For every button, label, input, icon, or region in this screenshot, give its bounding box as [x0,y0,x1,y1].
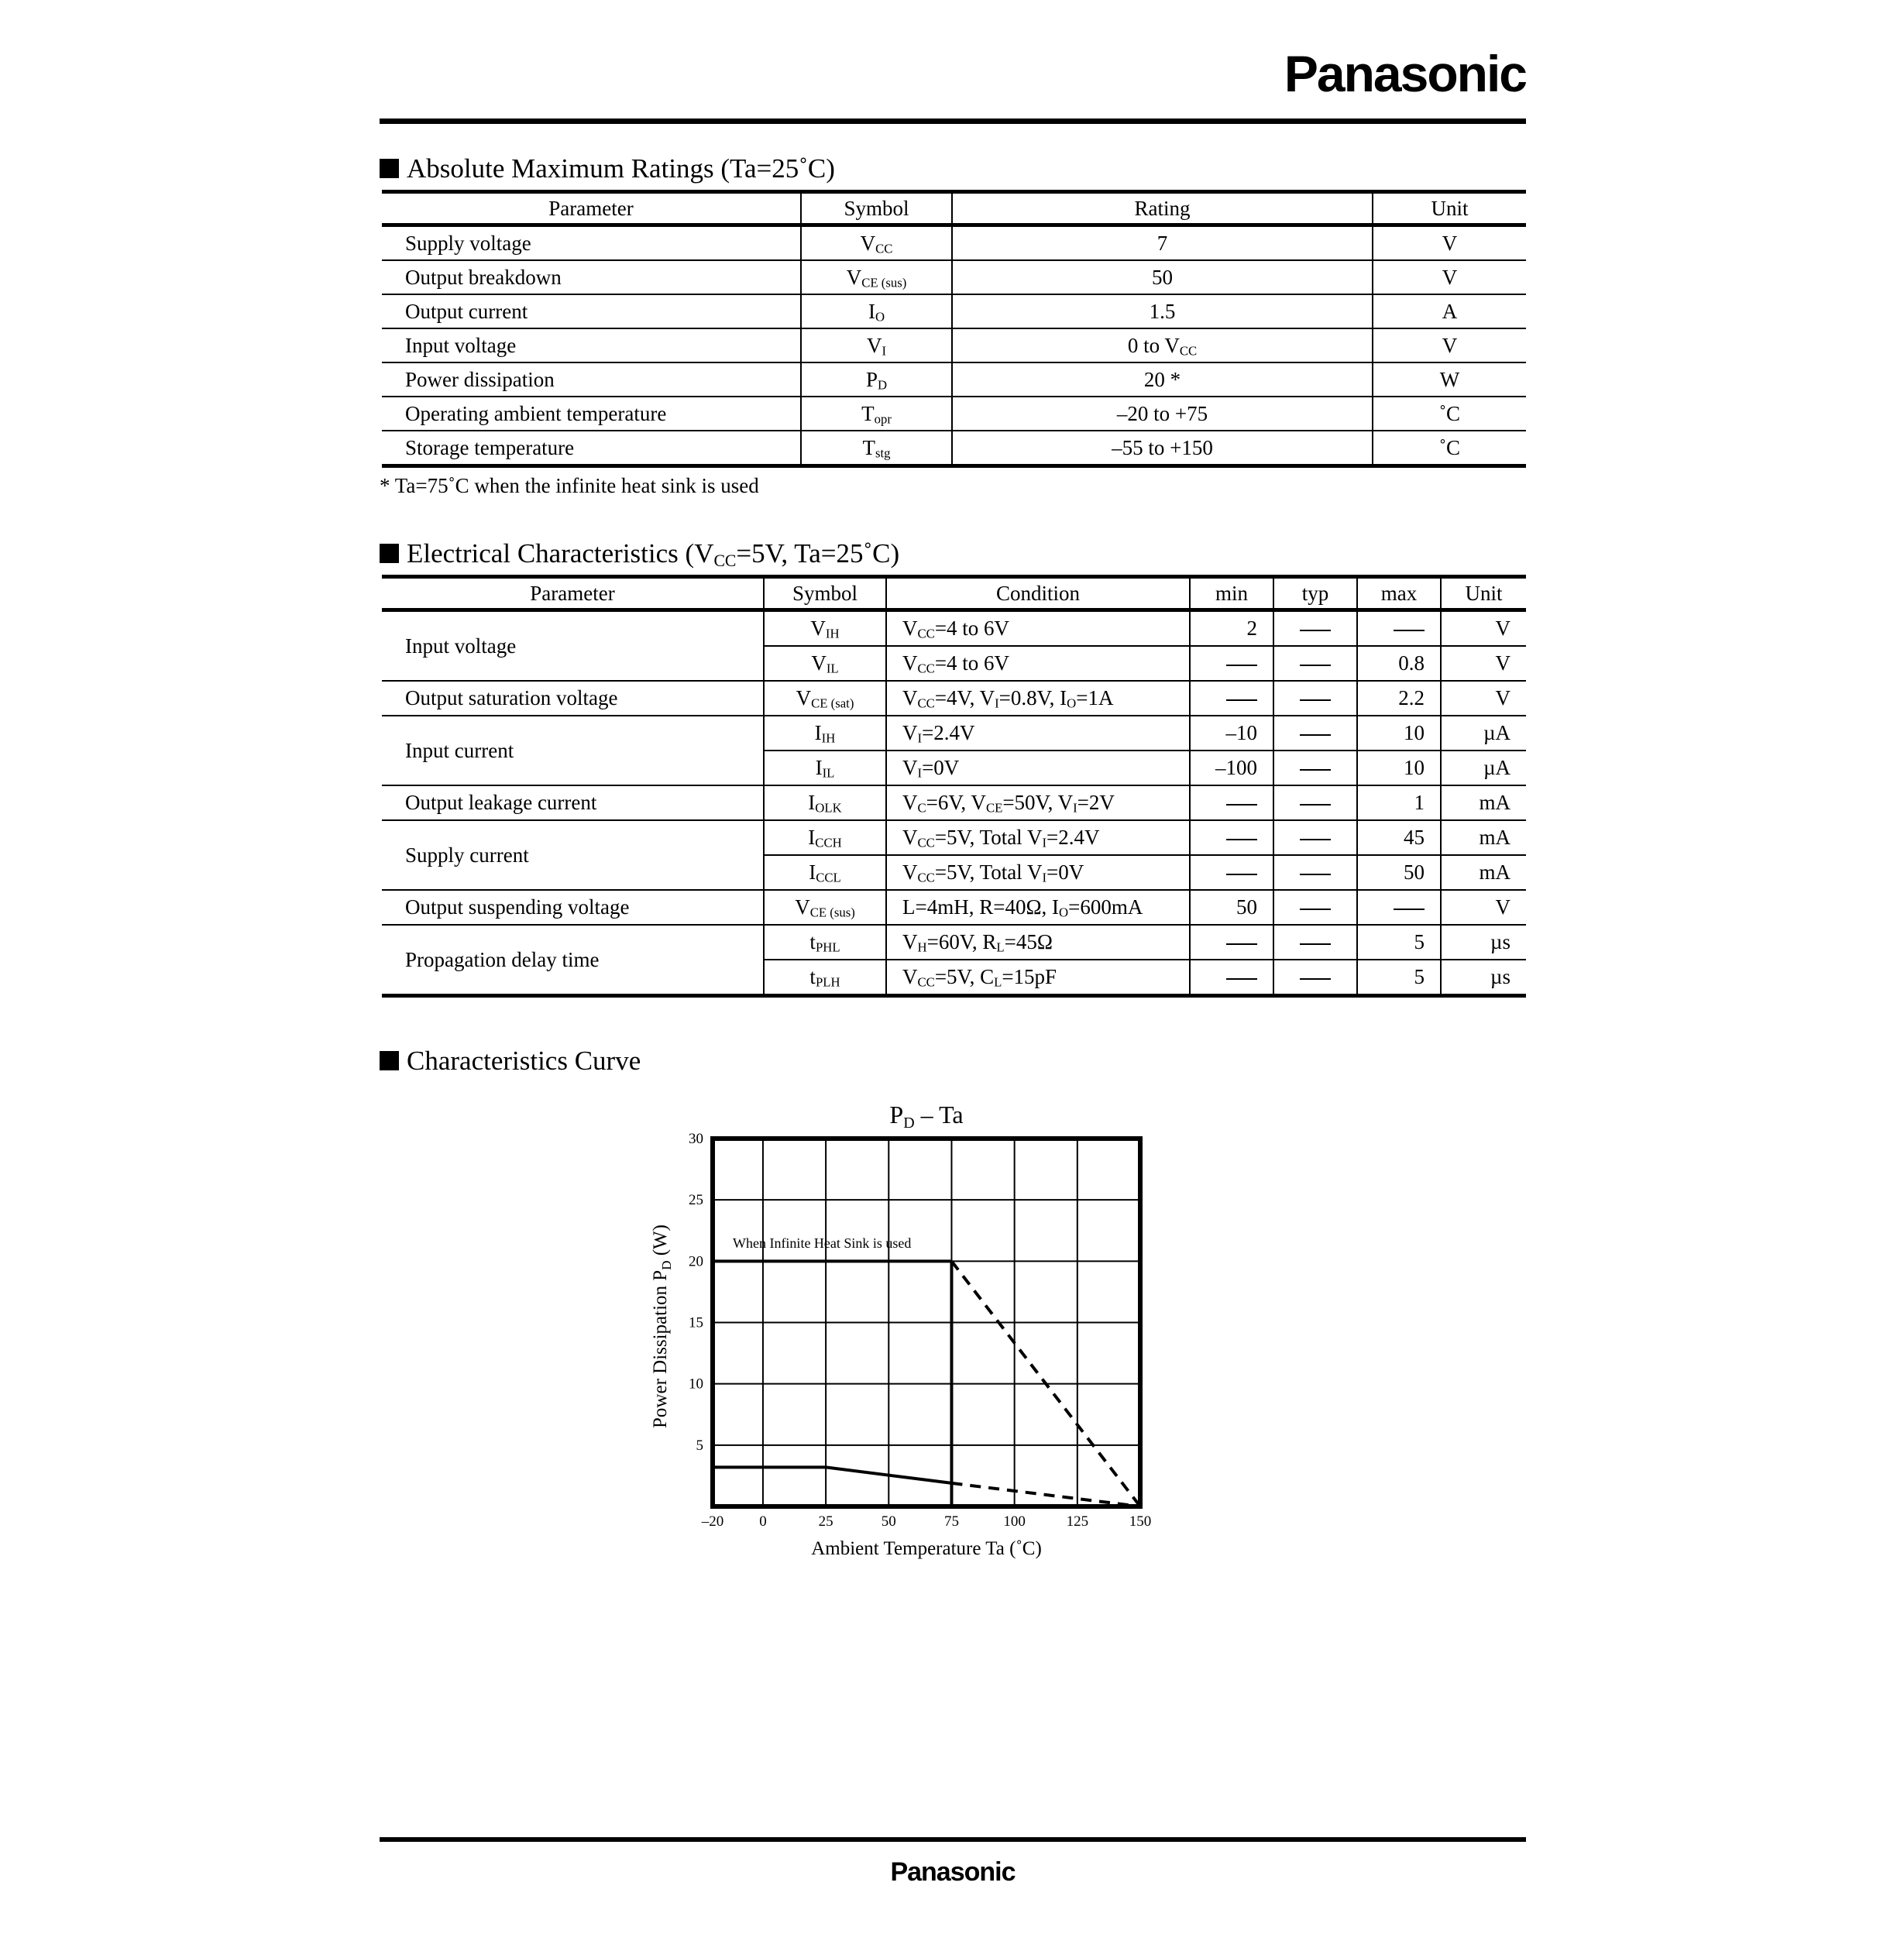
symbol-letter: V [860,231,876,255]
symbol-letter: P [865,367,878,391]
unit-cell: V [1373,260,1526,294]
dash-mark [1300,839,1331,840]
typ-cell [1273,960,1357,996]
symbol-cell [801,294,952,328]
symbol-cell [801,431,952,466]
min-cell: –100 [1190,751,1273,785]
condition-cell [886,785,1190,820]
table-row [382,716,1526,751]
symbol-letter: I [868,299,875,323]
symbol-letter: I [808,791,816,814]
symbol-subscript: CC [875,241,893,256]
symbol-cell [764,855,886,890]
typ-cell [1273,925,1357,960]
table-row [382,397,1526,431]
min-cell [1190,960,1273,996]
symbol-cell [764,751,886,785]
symbol-subscript: CE (sat) [811,696,854,711]
condition-text: =600mA [1068,895,1143,919]
typ-cell [1273,751,1357,785]
dash-mark [1300,943,1331,945]
series-1-line [713,1467,951,1483]
symbol-subscript: CE (sus) [861,275,907,290]
condition-subscript: CC [917,835,935,850]
condition-subscript: I [1073,800,1077,816]
max-cell: 50 [1357,855,1441,890]
condition-text: =2V [1077,791,1115,814]
condition-subscript: I [995,696,999,711]
y-axis-label-text: Power Dissipation P [650,1269,671,1428]
table-row [382,328,1526,362]
symbol-cell [801,225,952,261]
amr-col-header: Rating [952,192,1373,225]
unit-cell: µA [1441,751,1526,785]
symbol-subscript: CCL [816,870,841,885]
ec-col-header: Condition [886,577,1190,610]
condition-cell [886,610,1190,647]
curve-section-title [380,1047,641,1074]
condition-subscript: CC [917,696,935,711]
unit-cell: V [1441,610,1526,647]
condition-subscript: L [994,974,1002,990]
condition-text: =4 to 6V [934,651,1010,675]
section-bullet-icon [380,159,399,178]
electrical-characteristics-table [382,575,1526,998]
condition-text: =1A [1076,686,1114,709]
param-cell: Operating ambient temperature [382,397,801,431]
param-cell: Input voltage [382,610,764,682]
min-cell: 2 [1190,610,1273,647]
dash-mark [1300,804,1331,806]
ec-col-header: min [1190,577,1273,610]
condition-text: =0.8V, I [998,686,1067,709]
table-row [382,681,1526,716]
symbol-cell [764,785,886,820]
y-axis-label-subscript: D [659,1260,674,1270]
condition-subscript: I [917,730,923,746]
min-cell: –10 [1190,716,1273,751]
condition-text: V [902,965,918,988]
unit-cell: V [1441,681,1526,716]
condition-subscript: CC [917,870,935,885]
table-row [382,610,1526,647]
footer-rule [380,1837,1526,1842]
dash-mark [1300,874,1331,875]
param-cell: Storage temperature [382,431,801,466]
min-cell [1190,820,1273,855]
unit-cell: mA [1441,820,1526,855]
dash-mark [1300,734,1331,736]
dash-mark [1226,839,1257,840]
symbol-cell [801,397,952,431]
x-tick-label: 0 [759,1513,767,1530]
condition-text: =4 to 6V [934,617,1010,640]
symbol-letter: T [861,401,875,425]
x-tick-label: 125 [1066,1513,1089,1530]
rating-cell: 1.5 [952,294,1373,328]
max-cell: 5 [1357,960,1441,996]
x-tick-label: 150 [1129,1513,1152,1530]
series-1-line [951,1483,1140,1506]
symbol-letter: T [862,435,875,459]
condition-subscript: L [996,939,1005,955]
param-cell: Propagation delay time [382,925,764,996]
ec-col-header: Symbol [764,577,886,610]
typ-cell [1273,785,1357,820]
x-tick-label: 25 [818,1513,833,1530]
condition-cell [886,716,1190,751]
condition-text: V [902,860,918,884]
dash-mark [1226,943,1257,945]
condition-subscript: H [917,939,927,955]
dash-mark [1226,874,1257,875]
condition-cell [886,681,1190,716]
condition-text: V [902,826,918,849]
symbol-cell [764,925,886,960]
unit-cell: W [1373,362,1526,397]
symbol-letter: I [815,756,823,779]
condition-cell [886,960,1190,996]
curve-title: Characteristics Curve [407,1046,641,1076]
chart-title-text: – Ta [914,1101,964,1128]
x-tick-label: 100 [1003,1513,1026,1530]
dash-mark [1394,630,1425,631]
table-row [382,785,1526,820]
min-cell [1190,646,1273,681]
symbol-subscript: PHL [815,939,840,955]
min-cell [1190,925,1273,960]
table-row [382,431,1526,466]
param-cell: Output current [382,294,801,328]
condition-text: =0V [922,756,960,779]
amr-section-title [380,155,835,182]
param-cell: Input current [382,716,764,785]
condition-subscript: I [1042,870,1047,885]
x-axis-label: Ambient Temperature Ta (˚C) [811,1538,1042,1559]
condition-subscript: C [917,800,926,816]
symbol-letter: I [814,721,822,744]
condition-text: =2.4V [922,721,975,744]
condition-text: =6V, V [926,791,986,814]
condition-text: =15pF [1002,965,1057,988]
condition-text: =0V [1047,860,1084,884]
param-cell: Output breakdown [382,260,801,294]
condition-text: =5V, C [934,965,995,988]
condition-text: V [902,686,918,709]
symbol-cell [801,260,952,294]
pd-ta-chart [643,1092,1185,1572]
dash-mark [1300,665,1331,666]
condition-text: V [902,617,918,640]
condition-text: =2.4V [1047,826,1100,849]
y-tick-label: 30 [689,1131,703,1147]
unit-cell: µA [1441,716,1526,751]
symbol-letter: I [808,826,816,849]
symbol-subscript: O [875,309,885,325]
typ-cell [1273,646,1357,681]
condition-text: V [902,721,918,744]
max-cell: 10 [1357,716,1441,751]
chart-title-text: P [889,1101,904,1128]
ec-title-sub: CC [713,551,737,570]
condition-subscript: I [917,765,923,781]
condition-text: V [902,756,918,779]
symbol-cell [801,362,952,397]
condition-text: V [902,791,918,814]
unit-cell: µs [1441,925,1526,960]
condition-cell [886,925,1190,960]
symbol-letter: V [795,895,810,919]
rating-cell [952,328,1373,362]
chart-title [889,1101,963,1132]
condition-cell [886,890,1190,925]
symbol-cell [764,716,886,751]
symbol-letter: V [866,333,882,357]
symbol-subscript: PLH [815,974,840,990]
table-row [382,225,1526,261]
condition-text: =5V, Total V [934,860,1043,884]
ec-section-title [380,538,900,570]
y-tick-label: 5 [696,1437,703,1454]
dash-mark [1226,804,1257,806]
footer-logo: Panasonic [890,1857,1016,1887]
dash-mark [1300,978,1331,980]
symbol-letter: I [809,860,816,884]
table-row [382,925,1526,960]
max-cell: 1 [1357,785,1441,820]
y-axis-label [650,1225,674,1428]
symbol-subscript: IL [822,765,835,781]
condition-text: V [902,651,918,675]
unit-cell: V [1441,890,1526,925]
y-axis-label-text: (W) [650,1225,671,1261]
amr-title: Absolute Maximum Ratings (Ta=25˚C) [407,153,835,184]
symbol-cell [764,890,886,925]
table-row [382,820,1526,855]
absolute-maximum-ratings-table [382,190,1526,468]
symbol-cell [764,681,886,716]
ec-title-pre: Electrical Characteristics (V [407,538,714,569]
rating-subscript: CC [1179,343,1198,359]
typ-cell [1273,610,1357,647]
symbol-subscript: CCH [815,835,842,850]
dash-mark [1394,909,1425,910]
typ-cell [1273,681,1357,716]
symbol-cell [764,820,886,855]
condition-subscript: O [1059,905,1069,920]
dash-mark [1300,699,1331,701]
param-cell: Output leakage current [382,785,764,820]
max-cell: 45 [1357,820,1441,855]
condition-subscript: CC [917,974,935,990]
unit-cell: ˚C [1373,431,1526,466]
rating-cell: 7 [952,225,1373,261]
condition-text: =4V, V [934,686,995,709]
table-row [382,294,1526,328]
condition-subscript: I [1042,835,1047,850]
table-row [382,362,1526,397]
amr-col-header: Parameter [382,192,801,225]
y-tick-label: 15 [689,1314,703,1331]
symbol-cell [764,646,886,681]
amr-col-header: Unit [1373,192,1526,225]
typ-cell [1273,716,1357,751]
symbol-cell [801,328,952,362]
max-cell [1357,890,1441,925]
symbol-cell [764,960,886,996]
symbol-subscript: IH [825,626,840,641]
amr-footnote: * Ta=75˚C when the infinite heat sink is used [380,474,759,497]
symbol-subscript: IH [821,730,836,746]
ec-col-header: max [1357,577,1441,610]
max-cell: 10 [1357,751,1441,785]
param-cell: Input voltage [382,328,801,362]
rating-cell: –55 to +150 [952,431,1373,466]
condition-subscript: CE [985,800,1003,816]
condition-text: =45Ω [1004,930,1053,953]
symbol-subscript: opr [874,411,892,427]
unit-cell: V [1373,328,1526,362]
condition-subscript: CC [917,626,935,641]
x-tick-label: 50 [881,1513,896,1530]
symbol-letter: V [846,265,862,289]
param-cell: Power dissipation [382,362,801,397]
symbol-letter: t [809,965,816,988]
table-row [382,260,1526,294]
ec-title-post: =5V, Ta=25˚C) [736,538,900,569]
symbol-letter: V [796,686,812,709]
typ-cell [1273,855,1357,890]
section-bullet-icon [380,1051,399,1070]
unit-cell: mA [1441,785,1526,820]
unit-cell: mA [1441,855,1526,890]
condition-cell [886,751,1190,785]
condition-cell [886,820,1190,855]
symbol-letter: V [810,617,826,640]
panasonic-logo: Panasonic [1284,45,1526,102]
min-cell [1190,681,1273,716]
symbol-subscript: stg [875,445,891,461]
unit-cell: ˚C [1373,397,1526,431]
dash-mark [1226,978,1257,980]
y-tick-label: 20 [689,1253,703,1270]
condition-text: =50V, V [1002,791,1074,814]
datasheet-page [380,0,1526,1958]
max-cell: 0.8 [1357,646,1441,681]
condition-cell [886,646,1190,681]
y-tick-label: 10 [689,1376,703,1393]
x-tick-label: –20 [701,1513,724,1530]
dash-mark [1226,665,1257,666]
dash-mark [1300,769,1331,771]
symbol-subscript: D [877,377,888,393]
param-cell: Supply voltage [382,225,801,261]
ec-col-header: Parameter [382,577,764,610]
ec-col-header: typ [1273,577,1357,610]
dash-mark [1300,630,1331,631]
condition-subscript: CC [917,661,935,676]
unit-cell: V [1441,646,1526,681]
symbol-subscript: OLK [815,800,842,816]
amr-col-header: Symbol [801,192,952,225]
symbol-letter: V [811,651,827,675]
symbol-cell [764,610,886,647]
symbol-subscript: I [882,343,887,359]
condition-cell [886,855,1190,890]
condition-text: =60V, R [926,930,997,953]
min-cell: 50 [1190,890,1273,925]
table-row [382,890,1526,925]
x-tick-label: 75 [943,1513,959,1530]
dash-mark [1226,699,1257,701]
symbol-subscript: CE (sus) [809,905,855,920]
chart-annotation: When Infinite Heat Sink is used [732,1235,912,1251]
section-bullet-icon [380,544,399,563]
rating-cell: –20 to +75 [952,397,1373,431]
unit-cell: A [1373,294,1526,328]
condition-text: =5V, Total V [934,826,1043,849]
max-cell: 5 [1357,925,1441,960]
min-cell [1190,855,1273,890]
condition-text: V [902,930,918,953]
max-cell: 2.2 [1357,681,1441,716]
param-cell: Output saturation voltage [382,681,764,716]
ec-col-header: Unit [1441,577,1526,610]
min-cell [1190,785,1273,820]
chart-title-subscript: D [903,1115,915,1132]
condition-text: L=4mH, R=40Ω, I [902,895,1060,919]
rating-cell: 20 * [952,362,1373,397]
dash-mark [1300,909,1331,910]
typ-cell [1273,890,1357,925]
max-cell [1357,610,1441,647]
unit-cell: µs [1441,960,1526,996]
header-rule [380,119,1526,124]
rating-text: 0 to V [1127,333,1180,357]
symbol-subscript: IL [826,661,839,676]
symbol-letter: t [809,930,816,953]
param-cell: Output suspending voltage [382,890,764,925]
condition-subscript: O [1067,696,1077,711]
y-tick-label: 25 [689,1192,703,1209]
param-cell: Supply current [382,820,764,890]
unit-cell: V [1373,225,1526,261]
typ-cell [1273,820,1357,855]
rating-cell: 50 [952,260,1373,294]
